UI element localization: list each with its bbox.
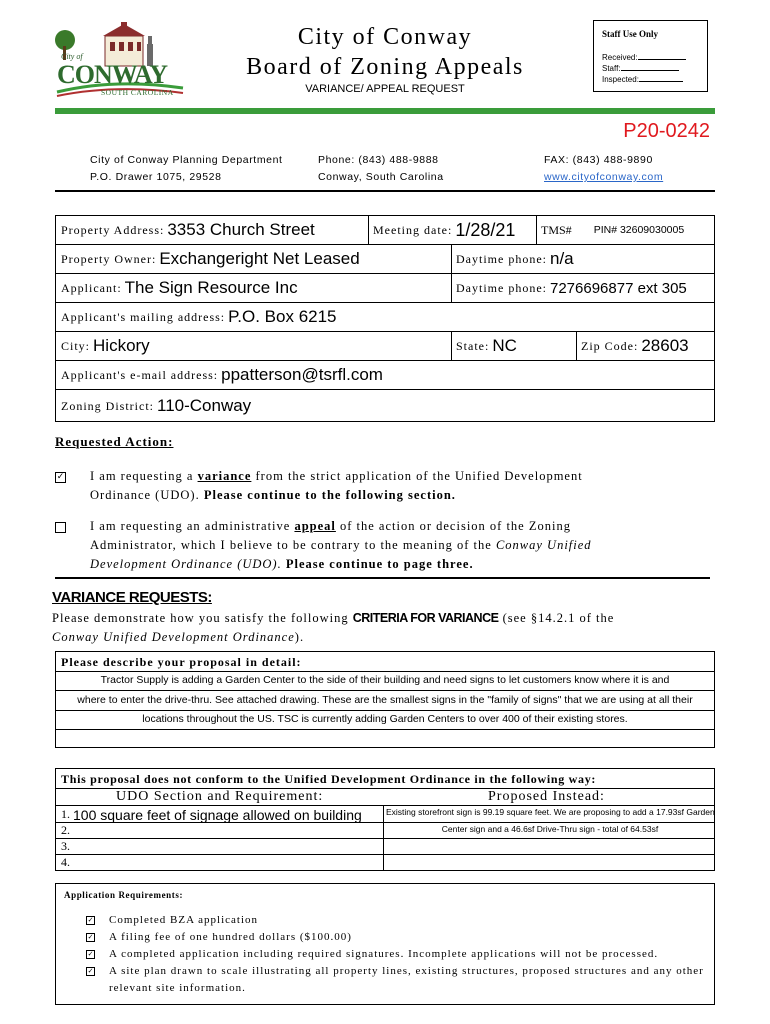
zip-value: 28603 xyxy=(641,336,689,355)
dept-name: City of Conway Planning Department xyxy=(90,154,283,166)
phone-number: Phone: (843) 488-9888 xyxy=(318,154,439,166)
proposal-line-1: Tractor Supply is adding a Garden Center to the side of their building and need signs to let customers know where it is and xyxy=(100,674,670,686)
applicant-phone-cell[interactable] xyxy=(451,274,716,302)
section-divider xyxy=(55,577,710,579)
city-cell[interactable] xyxy=(56,332,451,360)
requirement-item-continued: relevant site information. xyxy=(109,982,246,994)
table-row[interactable] xyxy=(61,806,381,823)
proposal-line-3: locations throughout the US. TSC is currently adding Garden Centers to over 400 of their existing stores. xyxy=(142,713,628,725)
meeting-date-label: Meeting date: xyxy=(373,222,453,237)
variance-instruction: Please continue to the following section. xyxy=(203,488,456,502)
appeal-udo-name: Conway Unified xyxy=(495,538,592,552)
appeal-option-text xyxy=(90,517,592,574)
owner-phone-cell[interactable] xyxy=(451,245,716,273)
divider xyxy=(56,690,714,691)
fax-number: FAX: (843) 488-9890 xyxy=(544,154,653,166)
city-value: Hickory xyxy=(93,336,150,355)
variance-intro-text: ). xyxy=(294,630,305,644)
variance-option-text xyxy=(90,467,583,505)
appeal-text: I am requesting an administrative xyxy=(90,519,295,533)
row-email xyxy=(56,361,714,390)
appeal-checkbox[interactable] xyxy=(55,522,66,533)
requirement-value: 100 square feet of signage allowed on building xyxy=(73,806,362,823)
app-requirements-heading: Application Requirements: xyxy=(64,890,184,900)
property-address-value: 3353 Church Street xyxy=(167,220,315,239)
requirement-checkbox[interactable] xyxy=(86,916,95,925)
zoning-value: 110-Conway xyxy=(157,396,252,415)
variance-intro-text: Please demonstrate how you satisfy the following xyxy=(52,611,353,625)
tms-label: TMS# xyxy=(541,222,572,237)
variance-intro xyxy=(52,609,614,647)
form-subtitle: VARIANCE/ APPEAL REQUEST xyxy=(305,83,465,95)
staff-box-title: Staff Use Only xyxy=(602,29,658,39)
application-requirements-box xyxy=(55,883,715,1005)
proposed-value[interactable]: Existing storefront sign is 99.19 square feet. We are proposing to add a 17.93sf Garden xyxy=(386,807,715,817)
header-divider xyxy=(55,108,715,114)
owner-phone-value: n/a xyxy=(549,249,574,268)
email-value: ppatterson@tsrfl.com xyxy=(221,365,383,384)
requirement-checkbox[interactable] xyxy=(86,967,95,976)
requirement-checkbox[interactable] xyxy=(86,950,95,959)
divider xyxy=(56,838,714,839)
mailing-address-value: P.O. Box 6215 xyxy=(228,307,337,326)
application-form xyxy=(55,215,715,422)
requirement-item: Completed BZA application xyxy=(109,914,259,926)
logo-city-text: City of xyxy=(61,52,83,61)
contact-fax xyxy=(544,152,663,186)
permit-number: P20-0242 xyxy=(623,120,710,142)
meeting-date-cell[interactable] xyxy=(368,216,536,244)
divider xyxy=(56,822,714,823)
website-link[interactable]: www.cityofconway.com xyxy=(544,171,664,183)
check-icon: ✓ xyxy=(87,933,94,941)
divider xyxy=(56,854,714,855)
divider xyxy=(56,671,714,672)
received-label: Received: xyxy=(602,53,638,62)
check-icon: ✓ xyxy=(87,950,94,958)
applicant-phone-value: 7276696877 ext 305 xyxy=(549,279,687,297)
contact-divider xyxy=(55,190,715,192)
udo-name: Conway Unified Development Ordinance xyxy=(52,630,295,644)
mailing-address-label: Applicant's mailing address: xyxy=(61,309,226,324)
row-mailing xyxy=(56,303,714,332)
requirement-item: A site plan drawn to scale illustrating all property lines, existing structures, proposed structures and any other xyxy=(109,965,704,977)
zip-cell[interactable] xyxy=(576,332,716,360)
staff-label: Staff: xyxy=(602,64,621,73)
staff-field[interactable] xyxy=(621,63,679,71)
appeal-text: Administrator, which I believe to be contrary to the meaning of the xyxy=(90,538,496,552)
proposed-value[interactable]: Center sign and a 46.6sf Drive-Thru sign - total of 64.53sf xyxy=(441,824,659,834)
contact-phone xyxy=(318,152,444,186)
tms-cell[interactable] xyxy=(536,216,716,244)
daytime-phone-label: Daytime phone: xyxy=(456,280,547,295)
staff-use-box xyxy=(593,20,708,92)
meeting-date-value: 1/28/21 xyxy=(455,219,516,240)
logo-state-text: SOUTH CAROLINA xyxy=(101,88,174,97)
state-cell[interactable] xyxy=(451,332,576,360)
row-property-owner xyxy=(56,245,714,274)
variance-text: Ordinance (UDO). xyxy=(90,488,204,502)
variance-text: from the strict application of the Unified Development xyxy=(251,469,583,483)
appeal-udo-name: Development Ordinance (UDO). xyxy=(90,557,282,571)
check-icon: ✓ xyxy=(87,967,94,975)
row-number: 1. xyxy=(61,807,70,821)
conformance-heading: This proposal does not conform to the Unified Development Ordinance in the following way: xyxy=(61,772,597,786)
proposal-box[interactable] xyxy=(55,651,715,748)
property-owner-label: Property Owner: xyxy=(61,251,157,266)
requirement-item: A completed application including required signatures. Incomplete applications will not be processed. xyxy=(109,948,659,960)
pin-value: PIN# 32609030005 xyxy=(593,224,685,236)
row-number: 3. xyxy=(61,839,70,853)
appeal-word: appeal xyxy=(294,519,336,533)
contact-dept xyxy=(90,152,283,186)
criteria-text: CRITERIA FOR VARIANCE xyxy=(352,611,499,625)
property-owner-cell[interactable] xyxy=(56,245,451,273)
board-title: Board of Zoning Appeals xyxy=(246,54,524,80)
city-state: Conway, South Carolina xyxy=(318,171,444,183)
check-icon: ✓ xyxy=(56,472,65,482)
dept-po-box: P.O. Drawer 1075, 29528 xyxy=(90,171,222,183)
divider xyxy=(56,729,714,730)
proposal-heading: Please describe your proposal in detail: xyxy=(61,655,302,669)
mailing-address-cell[interactable] xyxy=(56,303,716,331)
variance-text: I am requesting a xyxy=(90,469,198,483)
variance-requests-heading: VARIANCE REQUESTS: xyxy=(52,589,212,606)
logo-name-text: CONWAY xyxy=(57,60,168,89)
daytime-phone-label: Daytime phone: xyxy=(456,251,547,266)
row-city-state-zip xyxy=(56,332,714,361)
property-address-label: Property Address: xyxy=(61,222,165,237)
applicant-value: The Sign Resource Inc xyxy=(124,278,298,297)
inspected-field[interactable] xyxy=(639,74,683,82)
applicant-cell[interactable] xyxy=(56,274,451,302)
zoning-cell[interactable] xyxy=(56,390,716,422)
row-applicant xyxy=(56,274,714,303)
city-label: City: xyxy=(61,338,91,353)
row-number: 2. xyxy=(61,823,70,837)
property-address-cell[interactable] xyxy=(56,216,368,244)
variance-intro-text: (see §14.2.1 of the xyxy=(498,611,615,625)
row-number: 4. xyxy=(61,855,70,869)
email-label: Applicant's e-mail address: xyxy=(61,367,219,382)
page-title: City of Conway xyxy=(297,24,473,50)
row-property-address xyxy=(56,216,714,245)
zip-label: Zip Code: xyxy=(581,338,639,353)
inspected-label: Inspected: xyxy=(602,75,639,84)
appeal-text: of the action or decision of the Zoning xyxy=(335,519,571,533)
requested-action-heading: Requested Action: xyxy=(55,434,174,449)
appeal-instruction: Please continue to page three. xyxy=(281,557,474,571)
state-label: State: xyxy=(456,338,490,353)
received-field[interactable] xyxy=(638,52,686,60)
udo-column-header: UDO Section and Requirement: xyxy=(116,789,324,804)
variance-word: variance xyxy=(197,469,252,483)
city-logo xyxy=(55,22,185,102)
email-cell[interactable] xyxy=(56,361,716,389)
proposal-line-2: where to enter the drive-thru. See attached drawing. These are the smallest signs in the "family of signs" that we are using at all their xyxy=(77,694,693,706)
state-value: NC xyxy=(492,336,517,355)
divider xyxy=(56,710,714,711)
check-icon: ✓ xyxy=(87,916,94,924)
proposed-column-header: Proposed Instead: xyxy=(488,789,605,804)
variance-checkbox[interactable] xyxy=(55,472,66,483)
requirement-checkbox[interactable] xyxy=(86,933,95,942)
property-owner-value: Exchangeright Net Leased xyxy=(159,249,360,268)
conformance-table xyxy=(55,768,715,871)
applicant-label: Applicant: xyxy=(61,280,122,295)
zoning-label: Zoning District: xyxy=(61,398,154,413)
requirement-item: A filing fee of one hundred dollars ($100.00) xyxy=(109,931,352,943)
row-zoning xyxy=(56,390,714,422)
